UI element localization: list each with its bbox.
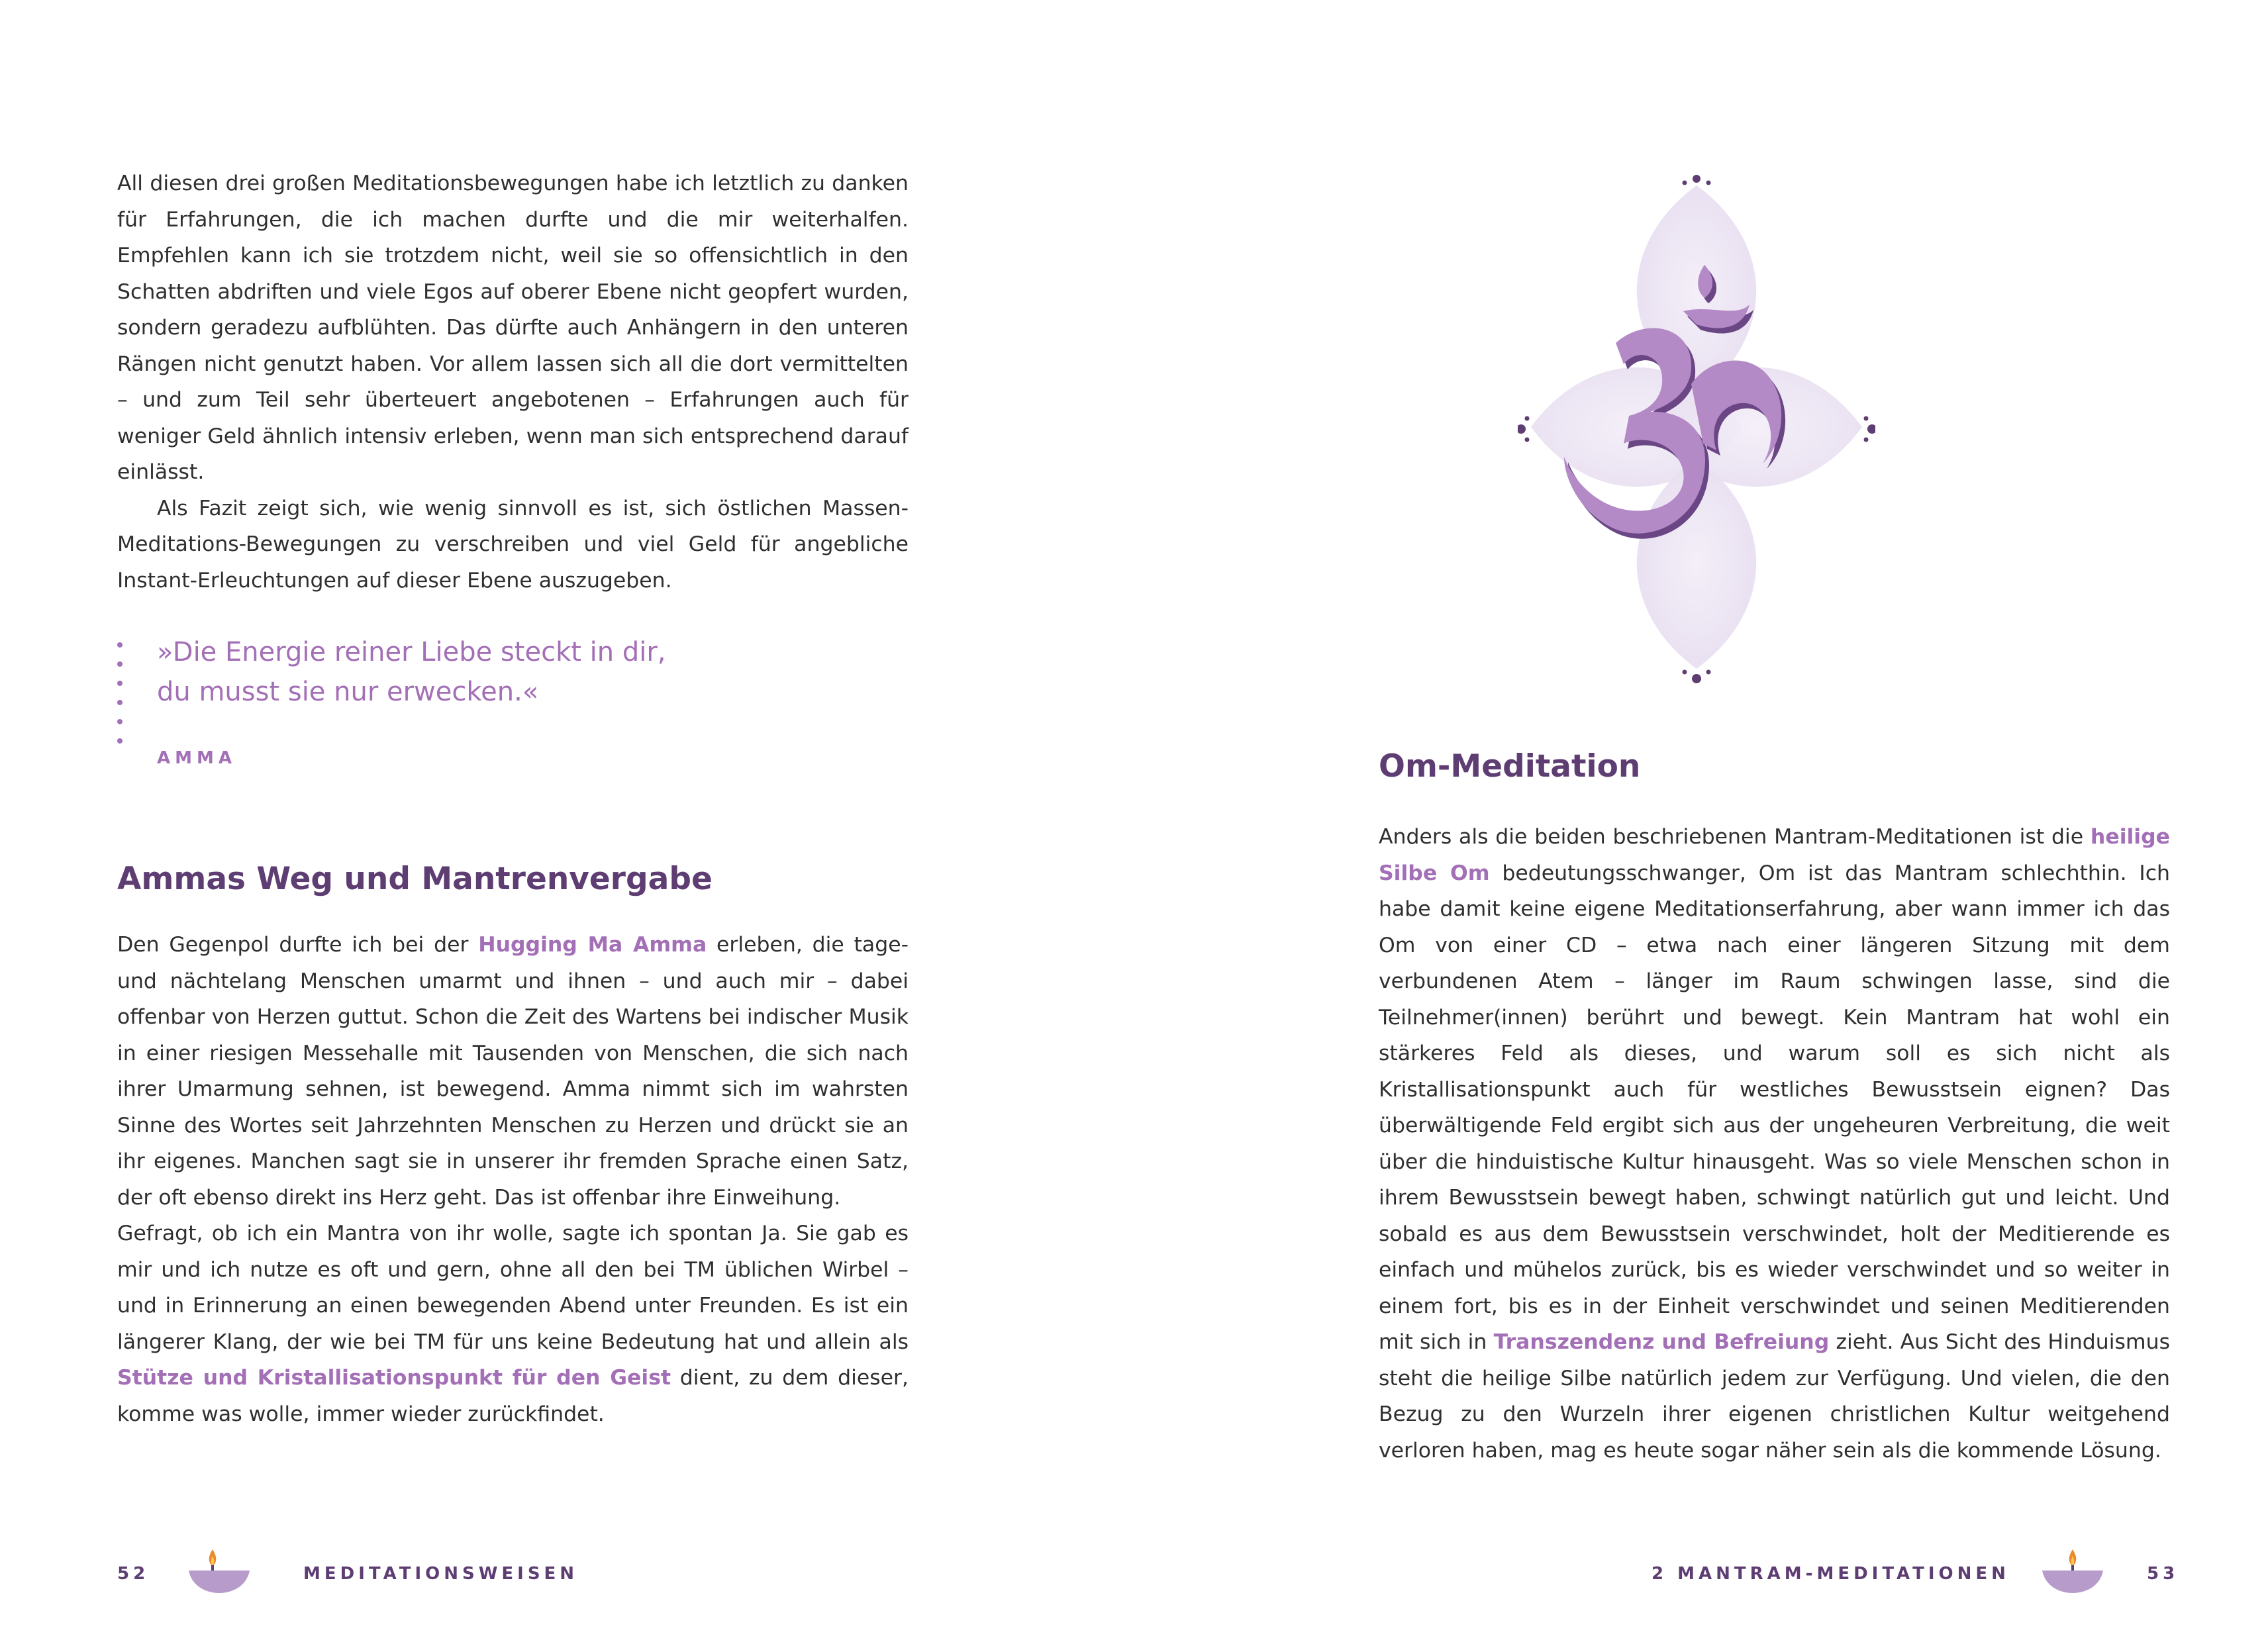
paragraph: All diesen drei großen Meditationsbewegungen habe ich letztlich zu danken für Erfahrungen, die ich machen durfte und die mir weiterhalfen. Empfehlen kann ich sie trotzdem nicht, weil sie so offensichtlich in den Schatten abdriften und viele Egos auf oberer Ebene nicht geopfert wurden, sondern geradezu aufblühten. Das dürfte auch Anhängern in den unteren Rängen nicht genutzt haben. Vor allem lassen sich all die dort vermittelten – und zum Teil sehr überteuert angebotenen – Erfahrungen auch für weniger Geld ähnlich intensiv erleben, wenn man sich entsprechend darauf einlässt.	[117, 171, 909, 484]
highlight-term: heilige Silbe Om	[1379, 825, 2170, 885]
paragraph: Als Fazit zeigt sich, wie wenig sinnvoll es ist, sich östlichen Massen-Meditations-Bewegungen zu verschreiben und viel Geld für angebliche Instant-Erleuchtungen auf dieser Ebene auszugeben.	[117, 496, 909, 593]
paragraph	[1379, 819, 2170, 1469]
section-text	[1379, 819, 2170, 1469]
highlight-term: Transzendenz und Befreiung	[1493, 1330, 1830, 1354]
quote-author: AMMA	[157, 748, 236, 768]
oil-lamp-icon	[2041, 1544, 2104, 1597]
page-number: 52	[117, 1564, 150, 1584]
highlight-term: Stütze und Kristallisationspunkt für den Geist	[117, 1366, 671, 1390]
highlight-term: Hugging Ma Amma	[478, 933, 707, 957]
quote-line: du musst sie nur erwecken.«	[157, 677, 539, 707]
paragraph	[117, 1216, 909, 1432]
om-symbol-icon	[1518, 166, 1875, 689]
text-span: dient, zu dem dieser, komme was wolle, immer wieder zurückfindet.	[117, 1366, 909, 1426]
text-span: Den Gegenpol durfte ich bei der	[117, 933, 479, 957]
page-number: 53	[2147, 1564, 2179, 1584]
intro-text	[117, 166, 909, 599]
text-span: Gefragt, ob ich ein Mantra von ihr wolle, sagte ich spontan Ja. Sie gab es mir und ich nutze es oft und gern, ohne all den bei TM üblichen Wirbel – und in Erinnerung an einen bewegenden Abend unter Freunden. Es ist ein längerer Klang, der wie bei TM für uns keine Bedeutung hat und allein als	[117, 1222, 909, 1354]
quote-dots-decoration	[117, 642, 123, 757]
text-span: erleben, die tage- und nächtelang Menschen umarmt und ihnen – und auch mir – dabei offenbar von Herzen guttut. Schon die Zeit des Wartens bei indischer Musik in einer riesigen Messehalle mit Tausenden von Menschen, die sich nach ihrer Umarmung sehnen, ist bewegend. Amma nimmt sich im wahrsten Sinne des Wortes seit Jahrzehnten Menschen zu Herzen und drückt sie an ihr eigenes. Manchen sagt sie in unserer ihr fremden Sprache einen Satz, der oft ebenso direkt ins Herz geht. Das ist offenbar ihre Einweihung.	[117, 933, 909, 1210]
section-text	[117, 927, 909, 1432]
section-heading: Om-Meditation	[1379, 748, 1641, 785]
text-span: zieht. Aus Sicht des Hinduismus steht die heilige Silbe natürlich jedem zur Verfügung. Und vielen, die den Bezug zu den Wurzeln ihrer eigenen christlichen Kultur weitgehend verloren haben, mag es heute sogar näher sein als die kommende Lösung.	[1379, 1330, 2170, 1463]
quote-line: »Die Energie reiner Liebe steckt in dir,	[157, 637, 666, 667]
text-span: Anders als die beiden beschriebenen Mantram-Meditationen ist die	[1379, 825, 2091, 849]
section-heading: Ammas Weg und Mantrenvergabe	[117, 861, 713, 897]
running-footer: 2 MANTRAM-MEDITATIONEN	[1652, 1564, 2010, 1584]
running-footer: MEDITATIONSWEISEN	[303, 1564, 579, 1584]
oil-lamp-icon	[187, 1544, 251, 1597]
pull-quote	[157, 632, 753, 712]
right-page	[1134, 0, 2268, 1642]
paragraph	[117, 927, 909, 1216]
text-span: bedeutungsschwanger, Om ist das Mantram schlechthin. Ich habe damit keine eigene Meditationserfahrung, aber wann immer ich das Om von einer CD – etwa nach einer längeren Sitzung mit dem verbundenen Atem – länger im Raum schwingen lasse, sind die Teilnehmer(innen) berührt und bewegt. Kein Mantram hat wohl ein stärkeres Feld als dieses, und warum soll es sich nicht als Kristallisationspunkt auch für westliches Bewusstsein eignen? Das überwältigende Feld ergibt sich aus der ungeheuren Verbreitung, die weit über die hinduistische Kultur hinausgeht. Was so viele Menschen schon in ihrem Bewusstsein bewegt haben, schwingt natürlich gut und leicht. Und sobald es aus dem Bewusstsein verschwindet, holt der Meditierende es einfach und mühelos zurück, bis es wieder verschwindet und so weiter in einem fort, bis es in der Einheit verschwindet und seinen Meditierenden mit sich in	[1379, 861, 2170, 1354]
